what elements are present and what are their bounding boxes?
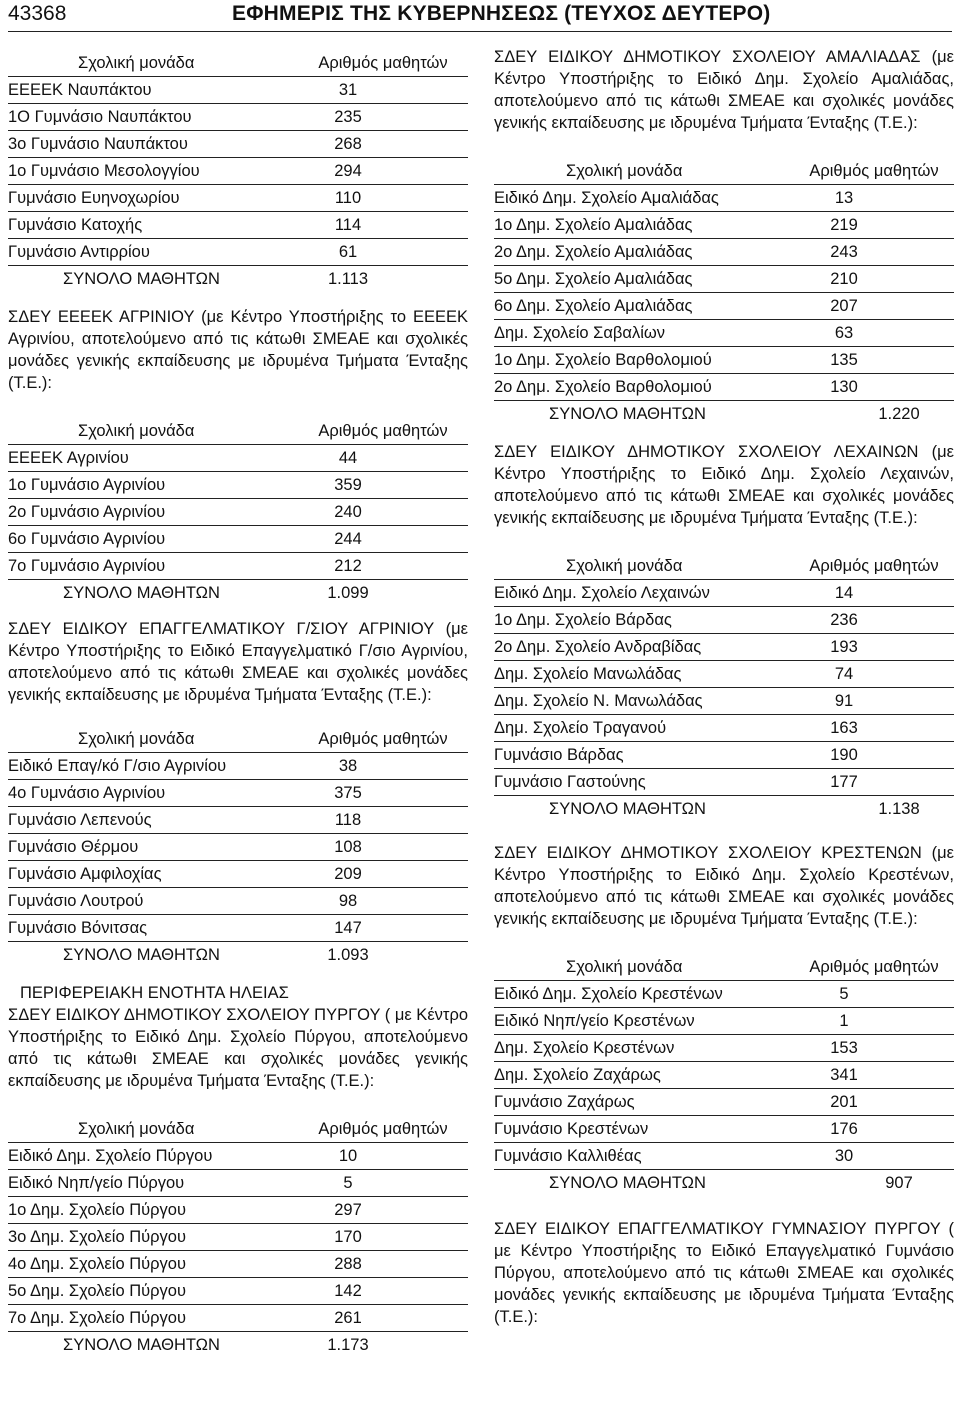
table-row-value: 63 bbox=[834, 323, 854, 342]
table-total-row bbox=[8, 1332, 468, 1358]
table-row-label: Γυμνάσιο Καλλιθέας bbox=[494, 1146, 642, 1165]
table-krestena bbox=[494, 954, 954, 1196]
table-row bbox=[494, 580, 954, 607]
table-header-label: Σχολική μονάδα bbox=[78, 1119, 195, 1138]
table-row-label: 1ο Δημ. Σχολείο Πύργου bbox=[8, 1200, 186, 1219]
table-header bbox=[8, 50, 468, 77]
table-header-label: Σχολική μονάδα bbox=[566, 957, 683, 976]
table-row-label: 5ο Δημ. Σχολείο Πύργου bbox=[8, 1281, 186, 1300]
paragraph-pyrgos-epaggelmatiko: ΣΔΕΥ ΕΙΔΙΚΟΥ ΕΠΑΓΓΕΛΜΑΤΙΚΟΥ ΓΥΜΝΑΣΙΟΥ ΠΥΡΓΟΥ ( με Κέντρο Υποστήριξης το Ειδικό Επαγγελματικό Γυμνάσιο Πύργου, αποτελούμενο από τις κάτωθι ΣΜΕΑΕ και σχολικές μονάδες γενικής εκπαίδευσης με ιδρυμένα Τμήματα Ένταξης (Τ.Ε.): bbox=[494, 1220, 954, 1326]
table-row-label: 5ο Δημ. Σχολείο Αμαλιάδας bbox=[494, 269, 693, 288]
table-row-label: Ειδικό Δημ. Σχολείο Λεχαινών bbox=[494, 583, 710, 602]
table-row-value: 297 bbox=[334, 1200, 362, 1219]
table-row-value: 341 bbox=[830, 1065, 858, 1084]
region-heading: ΠΕΡΙΦΕΡΕΙΑΚΗ ΕΝΟΤΗΤΑ ΗΛΕΙΑΣ bbox=[20, 984, 289, 1002]
table-total-row bbox=[8, 942, 468, 968]
table-row-value: 44 bbox=[338, 448, 358, 467]
table-total-row bbox=[494, 1170, 954, 1196]
table-row-value: 201 bbox=[830, 1092, 858, 1111]
table-row-value: 219 bbox=[830, 215, 858, 234]
table-row bbox=[8, 1305, 468, 1332]
table-total-row bbox=[494, 401, 954, 427]
table-row-value: 38 bbox=[338, 756, 358, 775]
table-row bbox=[8, 753, 468, 780]
table-row-value: 170 bbox=[334, 1227, 362, 1246]
table-header bbox=[494, 954, 954, 981]
table-row bbox=[494, 212, 954, 239]
table-total-row-label: ΣΥΝΟΛΟ ΜΑΘΗΤΩΝ bbox=[63, 1335, 220, 1354]
table-total-row-value: 1.138 bbox=[878, 799, 920, 818]
table-row bbox=[8, 499, 468, 526]
table-row bbox=[8, 861, 468, 888]
table-row bbox=[494, 1143, 954, 1170]
table-row-label: ΕΕΕΕΚ Αγρινίου bbox=[8, 448, 129, 467]
table-row bbox=[8, 807, 468, 834]
table-row-label: Γυμνάσιο Κατοχής bbox=[8, 215, 143, 234]
table-row-label: Γυμνάσιο Γαστούνης bbox=[494, 772, 646, 791]
table-naupaktos bbox=[8, 50, 468, 292]
table-row-value: 108 bbox=[334, 837, 362, 856]
table-row-value: 110 bbox=[334, 188, 362, 207]
table-total-row-label: ΣΥΝΟΛΟ ΜΑΘΗΤΩΝ bbox=[549, 1173, 706, 1192]
table-row bbox=[494, 347, 954, 374]
table-row-value: 5 bbox=[839, 984, 849, 1003]
table-row-label: 1ο Γυμνάσιο Αγρινίου bbox=[8, 475, 166, 494]
table-total-row-label: ΣΥΝΟΛΟ ΜΑΘΗΤΩΝ bbox=[63, 583, 220, 602]
table-row-value: 10 bbox=[338, 1146, 358, 1165]
table-row bbox=[494, 1035, 954, 1062]
table-header-label: Σχολική μονάδα bbox=[78, 53, 195, 72]
table-row-label: Γυμνάσιο Λεπενούς bbox=[8, 810, 152, 829]
table-total-row bbox=[8, 580, 468, 606]
table-header-label: Σχολική μονάδα bbox=[78, 421, 195, 440]
table-row-label: Ειδικό Δημ. Σχολείο Κρεστένων bbox=[494, 984, 723, 1003]
table-row bbox=[494, 293, 954, 320]
table-row-value: 61 bbox=[338, 242, 358, 261]
left-column bbox=[8, 40, 468, 1358]
table-row-label: 2ο Δημ. Σχολείο Βαρθολομιού bbox=[494, 377, 712, 396]
table-row-label: Γυμνάσιο Ευηνοχωρίου bbox=[8, 188, 180, 207]
table-row-label: Ειδικό Δημ. Σχολείο Αμαλιάδας bbox=[494, 188, 719, 207]
table-header-value: Αριθμός μαθητών bbox=[809, 556, 939, 575]
table-row-value: 74 bbox=[834, 664, 854, 683]
table-row-value: 5 bbox=[343, 1173, 353, 1192]
table-header-label: Σχολική μονάδα bbox=[78, 729, 195, 748]
table-row-value: 261 bbox=[334, 1308, 362, 1327]
table-row-label: Δημ. Σχολείο Σαβαλίων bbox=[494, 323, 666, 342]
table-row-label: 1ο Δημ. Σχολείο Βάρδας bbox=[494, 610, 672, 629]
table-row bbox=[494, 634, 954, 661]
table-header-value: Αριθμός μαθητών bbox=[318, 1119, 448, 1138]
table-row-label: Δημ. Σχολείο Ν. Μανωλάδας bbox=[494, 691, 703, 710]
table-header bbox=[8, 1116, 468, 1143]
table-total-row-value: 907 bbox=[885, 1173, 913, 1192]
table-row bbox=[494, 266, 954, 293]
table-row-value: 288 bbox=[334, 1254, 362, 1273]
table-row-value: 98 bbox=[338, 891, 358, 910]
table-row bbox=[494, 1008, 954, 1035]
table-row bbox=[494, 185, 954, 212]
table-row-value: 207 bbox=[830, 296, 858, 315]
paragraph-lechaina: ΣΔΕΥ ΕΙΔΙΚΟΥ ΔΗΜΟΤΙΚΟΥ ΣΧΟΛΕΙΟΥ ΛΕΧΑΙΝΩΝ (με Κέντρο Υποστήριξης το Ειδικό Δημ. Σχολείο Λεχαινών, αποτελούμενο από τις κάτωθι ΣΜΕΑΕ και σχολικές μονάδες γενικής εκπαίδευσης με ιδρυμένα Τμήματα Ένταξης (Τ.Ε.): bbox=[494, 443, 954, 527]
table-row-label: 6ο Γυμνάσιο Αγρινίου bbox=[8, 529, 166, 548]
table-row-value: 235 bbox=[334, 107, 362, 126]
table-row bbox=[8, 239, 468, 266]
table-header-value: Αριθμός μαθητών bbox=[318, 729, 448, 748]
table-row bbox=[494, 769, 954, 796]
table-row bbox=[8, 526, 468, 553]
table-header-label: Σχολική μονάδα bbox=[566, 161, 683, 180]
table-row-label: 6ο Δημ. Σχολείο Αμαλιάδας bbox=[494, 296, 693, 315]
table-row-value: 163 bbox=[830, 718, 858, 737]
table-row-value: 14 bbox=[834, 583, 854, 602]
table-header-value: Αριθμός μαθητών bbox=[809, 161, 939, 180]
table-row-value: 142 bbox=[334, 1281, 362, 1300]
table-row-label: Γυμνάσιο Αμφιλοχίας bbox=[8, 864, 162, 883]
table-row-label: Ειδικό Επαγ/κό Γ/σιο Αγρινίου bbox=[8, 756, 227, 775]
table-row-label: Γυμνάσιο Κρεστένων bbox=[494, 1119, 649, 1138]
table-row-value: 209 bbox=[334, 864, 362, 883]
table-header bbox=[8, 418, 468, 445]
table-row-label: Γυμνάσιο Βόνιτσας bbox=[8, 918, 148, 937]
table-total-row-value: 1.113 bbox=[327, 269, 369, 288]
table-row bbox=[494, 607, 954, 634]
table-row bbox=[8, 472, 468, 499]
table-row-label: 7ο Γυμνάσιο Αγρινίου bbox=[8, 556, 166, 575]
table-row-value: 153 bbox=[830, 1038, 858, 1057]
table-row-label: Δημ. Σχολείο Ζαχάρως bbox=[494, 1065, 661, 1084]
table-row-label: Δημ. Σχολείο Τραγανού bbox=[494, 718, 667, 737]
table-total-row bbox=[494, 796, 954, 822]
table-row-value: 212 bbox=[334, 556, 362, 575]
table-row bbox=[494, 715, 954, 742]
table-row-value: 375 bbox=[334, 783, 362, 802]
table-row-label: 2ο Γυμνάσιο Αγρινίου bbox=[8, 502, 166, 521]
table-row bbox=[8, 834, 468, 861]
table-total-row-label: ΣΥΝΟΛΟ ΜΑΘΗΤΩΝ bbox=[63, 945, 220, 964]
table-row bbox=[8, 185, 468, 212]
table-row-value: 135 bbox=[830, 350, 858, 369]
table-row bbox=[8, 445, 468, 472]
table-row-value: 91 bbox=[834, 691, 854, 710]
table-row bbox=[494, 981, 954, 1008]
table-row bbox=[8, 1143, 468, 1170]
table-row-value: 176 bbox=[830, 1119, 858, 1138]
page-number: 43368 bbox=[8, 2, 67, 25]
table-row bbox=[494, 688, 954, 715]
table-row-label: 4ο Δημ. Σχολείο Πύργου bbox=[8, 1254, 186, 1273]
header-rule bbox=[8, 31, 952, 32]
table-total-row-label: ΣΥΝΟΛΟ ΜΑΘΗΤΩΝ bbox=[549, 404, 706, 423]
table-row-label: 2ο Δημ. Σχολείο Αμαλιάδας bbox=[494, 242, 693, 261]
table-row bbox=[494, 1116, 954, 1143]
paragraph-pyrgos-dimotiko: ΣΔΕΥ ΕΙΔΙΚΟΥ ΔΗΜΟΤΙΚΟΥ ΣΧΟΛΕΙΟΥ ΠΥΡΓΟΥ ( με Κέντρο Υποστήριξης το Ειδικό Δημ. Σχολείο Πύργου, αποτελούμενο από τις κάτωθι ΣΜΕΑΕ και σχολικές μονάδες γενικής εκπαίδευσης με ιδρυμένα Τμήματα Ένταξης (Τ.Ε.): bbox=[8, 1006, 468, 1090]
table-lechaina bbox=[494, 553, 954, 822]
table-row bbox=[494, 1062, 954, 1089]
table-row-value: 31 bbox=[338, 80, 358, 99]
table-row-value: 1 bbox=[839, 1011, 849, 1030]
table-row-value: 236 bbox=[830, 610, 858, 629]
table-header-label: Σχολική μονάδα bbox=[566, 556, 683, 575]
table-row-label: Ειδικό Δημ. Σχολείο Πύργου bbox=[8, 1146, 213, 1165]
table-header bbox=[8, 726, 468, 753]
table-agrinio-epaggelmatiko bbox=[8, 726, 468, 968]
table-total-row bbox=[8, 266, 468, 292]
table-total-row-value: 1.093 bbox=[327, 945, 369, 964]
table-row-label: Γυμνάσιο Λουτρού bbox=[8, 891, 144, 910]
table-total-row-label: ΣΥΝΟΛΟ ΜΑΘΗΤΩΝ bbox=[549, 799, 706, 818]
table-row-label: 7ο Δημ. Σχολείο Πύργου bbox=[8, 1308, 186, 1327]
table-row-value: 359 bbox=[334, 475, 362, 494]
table-row-label: Δημ. Σχολείο Κρεστένων bbox=[494, 1038, 675, 1057]
paragraph-amaliada: ΣΔΕΥ ΕΙΔΙΚΟΥ ΔΗΜΟΤΙΚΟΥ ΣΧΟΛΕΙΟΥ ΑΜΑΛΙΑΔΑΣ (με Κέντρο Υποστήριξης το Ειδικό Δημ. Σχολείο Αμαλιάδας, αποτελούμενο από τις κάτωθι ΣΜΕΑΕ και σχολικές μονάδες γενικής εκπαίδευσης με ιδρυμένα Τμήματα Ένταξης (Τ.Ε.): bbox=[494, 48, 954, 132]
table-row bbox=[8, 131, 468, 158]
table-row-label: 1ο Γυμνάσιο Μεσολογγίου bbox=[8, 161, 200, 180]
right-column bbox=[494, 40, 954, 1328]
paragraph-agrinio-eeeek: ΣΔΕΥ ΕΕΕΕΚ ΑΓΡΙΝΙΟΥ (με Κέντρο Υποστήριξης το ΕΕΕΕΚ Αγρινίου, αποτελούμενο από τις κάτωθι ΣΜΕΑΕ και σχολικές μονάδες γενικής εκπαίδευσης με ιδρυμένα Τμήματα Ένταξης (Τ.Ε.): bbox=[8, 308, 468, 392]
table-row-label: 1Ο Γυμνάσιο Ναυπάκτου bbox=[8, 107, 192, 126]
table-row-value: 114 bbox=[334, 215, 362, 234]
table-row-value: 210 bbox=[830, 269, 858, 288]
table-row-label: ΕΕΕΕΚ Ναυπάκτου bbox=[8, 80, 152, 99]
table-row-value: 244 bbox=[334, 529, 362, 548]
table-row-value: 294 bbox=[334, 161, 362, 180]
table-row-value: 13 bbox=[834, 188, 854, 207]
table-header-value: Αριθμός μαθητών bbox=[318, 421, 448, 440]
table-row-label: 1ο Δημ. Σχολείο Βαρθολομιού bbox=[494, 350, 712, 369]
table-row-label: Γυμνάσιο Βάρδας bbox=[494, 745, 624, 764]
table-row-label: Ειδικό Νηπ/γείο Πύργου bbox=[8, 1173, 185, 1192]
table-row-value: 193 bbox=[830, 637, 858, 656]
table-row bbox=[8, 1251, 468, 1278]
table-row-value: 130 bbox=[830, 377, 858, 396]
table-row-value: 30 bbox=[834, 1146, 854, 1165]
table-pyrgos-dimotiko bbox=[8, 1116, 468, 1358]
table-row-label: 2ο Δημ. Σχολείο Ανδραβίδας bbox=[494, 637, 702, 656]
table-row-label: Γυμνάσιο Αντιρρίου bbox=[8, 242, 150, 261]
table-row-label: Δημ. Σχολείο Μανωλάδας bbox=[494, 664, 682, 683]
table-row bbox=[8, 780, 468, 807]
table-row bbox=[8, 915, 468, 942]
table-amaliada bbox=[494, 158, 954, 427]
table-row bbox=[494, 742, 954, 769]
table-row bbox=[8, 1278, 468, 1305]
paragraph-agrinio-epaggelmatiko: ΣΔΕΥ ΕΙΔΙΚΟΥ ΕΠΑΓΓΕΛΜΑΤΙΚΟΥ Γ/ΣΙΟΥ ΑΓΡΙΝΙΟΥ (με Κέντρο Υποστήριξης το Ειδικό Επαγγελματικό Γ/σιο Αγρινίου, αποτελούμενο από τις κάτωθι ΣΜΕΑΕ και σχολικές μονάδες γενικής εκπαίδευσης με ιδρυμένα Τμήματα Ένταξης (Τ.Ε.): bbox=[8, 620, 468, 704]
gazette-title: ΕΦΗΜΕΡΙΣ ΤΗΣ ΚΥΒΕΡΝΗΣΕΩΣ (ΤΕΥΧΟΣ ΔΕΥΤΕΡΟ) bbox=[232, 2, 771, 25]
table-row-label: 1ο Δημ. Σχολείο Αμαλιάδας bbox=[494, 215, 693, 234]
table-row-value: 240 bbox=[334, 502, 362, 521]
table-row-label: 3ο Δημ. Σχολείο Πύργου bbox=[8, 1227, 186, 1246]
table-row bbox=[8, 1197, 468, 1224]
table-row bbox=[8, 212, 468, 239]
table-agrinio-eeeek bbox=[8, 418, 468, 606]
table-header-value: Αριθμός μαθητών bbox=[809, 957, 939, 976]
table-header bbox=[494, 158, 954, 185]
table-total-row-value: 1.099 bbox=[327, 583, 369, 602]
table-row-value: 268 bbox=[334, 134, 362, 153]
table-row-label: Ειδικό Νηπ/γείο Κρεστένων bbox=[494, 1011, 695, 1030]
table-row bbox=[8, 888, 468, 915]
table-row-value: 118 bbox=[334, 810, 362, 829]
table-header bbox=[494, 553, 954, 580]
table-row-value: 190 bbox=[830, 745, 858, 764]
paragraph-krestena: ΣΔΕΥ ΕΙΔΙΚΟΥ ΔΗΜΟΤΙΚΟΥ ΣΧΟΛΕΙΟΥ ΚΡΕΣΤΕΝΩΝ (με Κέντρο Υποστήριξης το Ειδικό Δημ. Σχολείο Κρεστένων, αποτελούμενο από τις κάτωθι ΣΜΕΑΕ και σχολικές μονάδες γενικής εκπαίδευσης με ιδρυμένα Τμήματα Ένταξης (Τ.Ε.): bbox=[494, 844, 954, 928]
table-row bbox=[494, 320, 954, 347]
table-row bbox=[8, 158, 468, 185]
table-row-value: 177 bbox=[830, 772, 858, 791]
table-row-value: 147 bbox=[334, 918, 362, 937]
table-row bbox=[8, 1170, 468, 1197]
table-row-value: 243 bbox=[830, 242, 858, 261]
table-row bbox=[494, 239, 954, 266]
page-header bbox=[0, 0, 960, 34]
table-row bbox=[494, 1089, 954, 1116]
table-total-row-value: 1.220 bbox=[878, 404, 920, 423]
table-total-row-label: ΣΥΝΟΛΟ ΜΑΘΗΤΩΝ bbox=[63, 269, 220, 288]
table-row bbox=[494, 661, 954, 688]
table-row-label: 4ο Γυμνάσιο Αγρινίου bbox=[8, 783, 166, 802]
table-row bbox=[8, 1224, 468, 1251]
table-row bbox=[8, 104, 468, 131]
table-row bbox=[8, 77, 468, 104]
table-row bbox=[494, 374, 954, 401]
table-row bbox=[8, 553, 468, 580]
table-header-value: Αριθμός μαθητών bbox=[318, 53, 448, 72]
table-total-row-value: 1.173 bbox=[327, 1335, 369, 1354]
table-row-label: 3ο Γυμνάσιο Ναυπάκτου bbox=[8, 134, 188, 153]
table-row-label: Γυμνάσιο Θέρμου bbox=[8, 837, 139, 856]
table-row-label: Γυμνάσιο Ζαχάρως bbox=[494, 1092, 635, 1111]
